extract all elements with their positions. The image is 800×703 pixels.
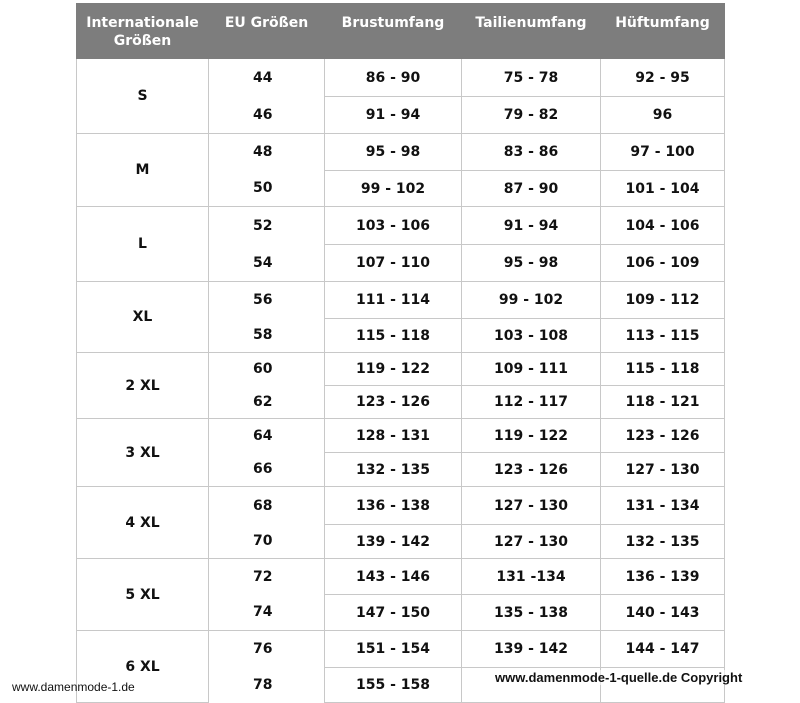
huefte-cell: 115 - 118 bbox=[601, 353, 725, 386]
huefte-cell: 118 - 121 bbox=[601, 386, 725, 419]
header-brust: Brustumfang bbox=[325, 4, 462, 59]
brust-cell: 86 - 90 bbox=[325, 59, 462, 97]
international-size-cell: S bbox=[77, 59, 209, 134]
international-size-cell: XL bbox=[77, 282, 209, 353]
eu-size-cell: 72 bbox=[209, 559, 325, 595]
eu-size-cell: 54 bbox=[209, 245, 325, 282]
brust-cell: 136 - 138 bbox=[325, 487, 462, 525]
huefte-cell: 109 - 112 bbox=[601, 282, 725, 319]
eu-size-cell: 46 bbox=[209, 97, 325, 134]
huefte-cell: 97 - 100 bbox=[601, 134, 725, 171]
brust-cell: 119 - 122 bbox=[325, 353, 462, 386]
huefte-cell: 131 - 134 bbox=[601, 487, 725, 525]
eu-size-cell: 70 bbox=[209, 525, 325, 559]
brust-cell: 95 - 98 bbox=[325, 134, 462, 171]
brust-cell: 132 - 135 bbox=[325, 453, 462, 487]
watermark-left: www.damenmode-1.de bbox=[12, 680, 135, 694]
taille-cell: 91 - 94 bbox=[462, 207, 601, 245]
international-size-cell: 4 XL bbox=[77, 487, 209, 559]
huefte-cell: 144 - 147 bbox=[601, 631, 725, 668]
taille-cell: 131 -134 bbox=[462, 559, 601, 595]
taille-cell: 119 - 122 bbox=[462, 419, 601, 453]
taille-cell: 99 - 102 bbox=[462, 282, 601, 319]
brust-cell: 111 - 114 bbox=[325, 282, 462, 319]
table-row bbox=[77, 134, 725, 171]
eu-size-cell: 50 bbox=[209, 171, 325, 207]
brust-cell: 143 - 146 bbox=[325, 559, 462, 595]
table-row bbox=[77, 282, 725, 319]
huefte-cell: 127 - 130 bbox=[601, 453, 725, 487]
header-huefte: Hüftumfang bbox=[601, 4, 725, 59]
eu-size-cell: 52 bbox=[209, 207, 325, 245]
table-row bbox=[77, 59, 725, 97]
brust-cell: 155 - 158 bbox=[325, 668, 462, 703]
taille-cell: 127 - 130 bbox=[462, 487, 601, 525]
international-size-cell: 6 XL bbox=[77, 631, 209, 703]
eu-size-cell: 68 bbox=[209, 487, 325, 525]
taille-cell: 83 - 86 bbox=[462, 134, 601, 171]
brust-cell: 128 - 131 bbox=[325, 419, 462, 453]
huefte-cell: 136 - 139 bbox=[601, 559, 725, 595]
brust-cell: 103 - 106 bbox=[325, 207, 462, 245]
eu-size-cell: 58 bbox=[209, 319, 325, 353]
header-international: Internationale Größen bbox=[77, 4, 209, 59]
taille-cell: 123 - 126 bbox=[462, 453, 601, 487]
taille-cell: 75 - 78 bbox=[462, 59, 601, 97]
brust-cell: 123 - 126 bbox=[325, 386, 462, 419]
size-table bbox=[76, 3, 725, 703]
taille-cell: 103 - 108 bbox=[462, 319, 601, 353]
watermark-right: www.damenmode-1-quelle.de Copyright bbox=[495, 670, 743, 685]
international-size-cell: L bbox=[77, 207, 209, 282]
table-row bbox=[77, 631, 725, 668]
eu-size-cell: 62 bbox=[209, 386, 325, 419]
brust-cell: 99 - 102 bbox=[325, 171, 462, 207]
taille-cell: 79 - 82 bbox=[462, 97, 601, 134]
huefte-cell: 104 - 106 bbox=[601, 207, 725, 245]
eu-size-cell: 44 bbox=[209, 59, 325, 97]
huefte-cell: 113 - 115 bbox=[601, 319, 725, 353]
eu-size-cell: 64 bbox=[209, 419, 325, 453]
eu-size-cell: 60 bbox=[209, 353, 325, 386]
huefte-cell: 106 - 109 bbox=[601, 245, 725, 282]
table-body bbox=[77, 59, 725, 703]
taille-cell: 139 - 142 bbox=[462, 631, 601, 668]
eu-size-cell: 66 bbox=[209, 453, 325, 487]
header-eu: EU Größen bbox=[209, 4, 325, 59]
table-row bbox=[77, 419, 725, 453]
eu-size-cell: 48 bbox=[209, 134, 325, 171]
header-taille: Tailienumfang bbox=[462, 4, 601, 59]
international-size-cell: 3 XL bbox=[77, 419, 209, 487]
brust-cell: 115 - 118 bbox=[325, 319, 462, 353]
taille-cell: 87 - 90 bbox=[462, 171, 601, 207]
international-size-cell: M bbox=[77, 134, 209, 207]
huefte-cell: 132 - 135 bbox=[601, 525, 725, 559]
brust-cell: 91 - 94 bbox=[325, 97, 462, 134]
taille-cell: 95 - 98 bbox=[462, 245, 601, 282]
header-row bbox=[77, 4, 725, 59]
taille-cell: 135 - 138 bbox=[462, 595, 601, 631]
brust-cell: 147 - 150 bbox=[325, 595, 462, 631]
international-size-cell: 5 XL bbox=[77, 559, 209, 631]
huefte-cell: 96 bbox=[601, 97, 725, 134]
international-size-cell: 2 XL bbox=[77, 353, 209, 419]
eu-size-cell: 56 bbox=[209, 282, 325, 319]
taille-cell: 109 - 111 bbox=[462, 353, 601, 386]
huefte-cell: 92 - 95 bbox=[601, 59, 725, 97]
eu-size-cell: 74 bbox=[209, 595, 325, 631]
eu-size-cell: 78 bbox=[209, 668, 325, 703]
table-row bbox=[77, 559, 725, 595]
table-row bbox=[77, 487, 725, 525]
huefte-cell: 101 - 104 bbox=[601, 171, 725, 207]
brust-cell: 139 - 142 bbox=[325, 525, 462, 559]
table-row bbox=[77, 353, 725, 386]
table-row bbox=[77, 207, 725, 245]
huefte-cell: 123 - 126 bbox=[601, 419, 725, 453]
eu-size-cell: 76 bbox=[209, 631, 325, 668]
taille-cell: 127 - 130 bbox=[462, 525, 601, 559]
brust-cell: 151 - 154 bbox=[325, 631, 462, 668]
brust-cell: 107 - 110 bbox=[325, 245, 462, 282]
huefte-cell: 140 - 143 bbox=[601, 595, 725, 631]
taille-cell: 112 - 117 bbox=[462, 386, 601, 419]
